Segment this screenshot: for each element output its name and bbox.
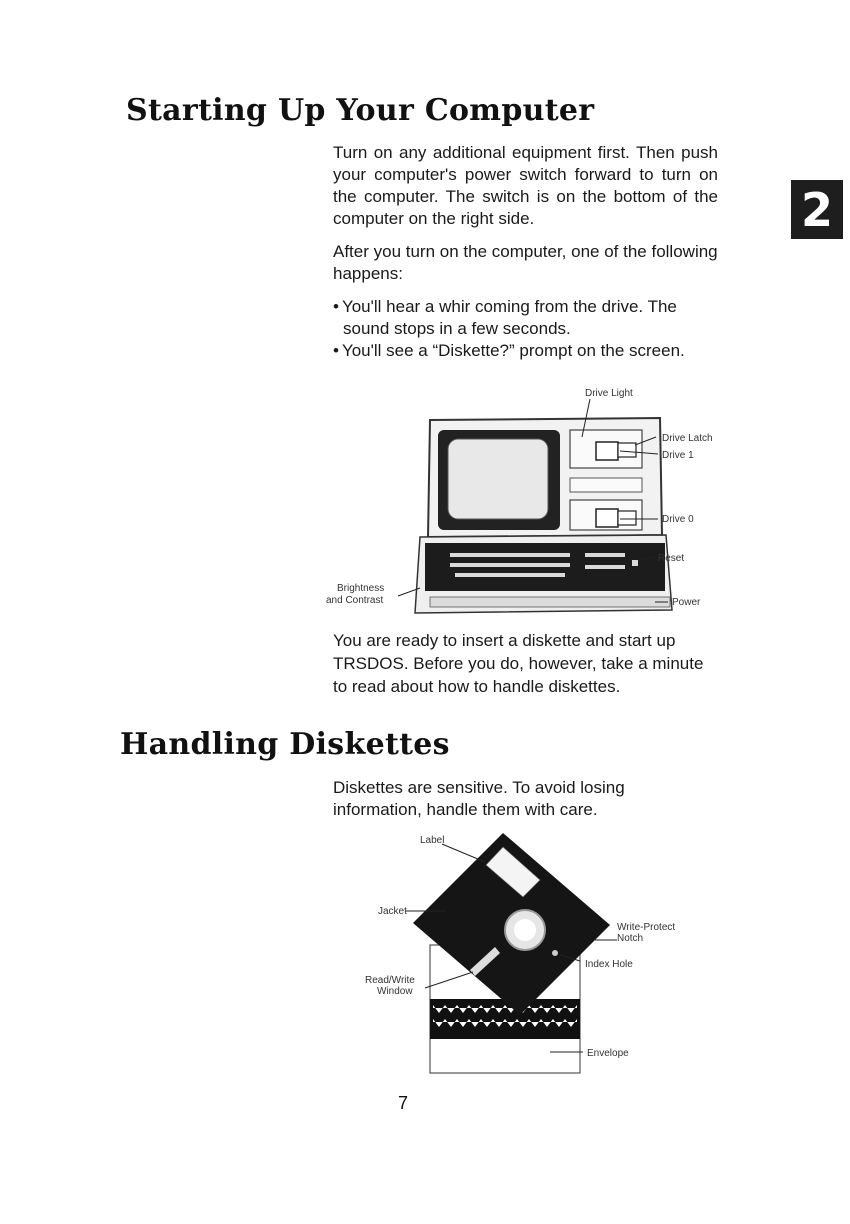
bullet-list xyxy=(333,296,723,362)
chapter-tab: 2 xyxy=(791,180,843,239)
paragraph: After you turn on the computer, one of the following happens: xyxy=(333,242,718,283)
diskette-illustration xyxy=(355,825,695,1080)
label-power: Power xyxy=(672,597,701,608)
label-drive-1: Drive 1 xyxy=(662,450,694,461)
label-label: Label xyxy=(420,835,445,846)
label-jacket: Jacket xyxy=(378,906,407,917)
paragraph: Diskettes are sensitive. To avoid losing information, handle them with care. xyxy=(333,778,625,819)
label-brightness: Brightness xyxy=(337,583,385,594)
page-number: 7 xyxy=(398,1093,409,1113)
section-heading-startup: Starting Up Your Computer xyxy=(126,93,595,128)
label-contrast: and Contrast xyxy=(326,595,384,606)
label-envelope: Envelope xyxy=(587,1048,629,1059)
label-write-protect: Write-Protect xyxy=(617,922,676,933)
label-drive-0: Drive 0 xyxy=(662,514,694,525)
label-drive-latch: Drive Latch xyxy=(662,433,713,444)
label-read-write: Read/Write xyxy=(365,975,415,986)
bullet-item: • You'll hear a whir coming from the drive. The sound stops in a few seconds. xyxy=(333,296,723,340)
paragraph: You are ready to insert a diskette and start up TRSDOS. Before you do, however, take a minute to read about how to handle diskettes. xyxy=(333,631,704,696)
label-notch: Notch xyxy=(617,933,644,944)
label-index-hole: Index Hole xyxy=(585,959,633,970)
label-reset: Reset xyxy=(658,553,685,564)
label-drive-light: Drive Light xyxy=(585,388,633,399)
section-heading-diskettes: Handling Diskettes xyxy=(120,727,450,762)
computer-illustration xyxy=(320,385,730,625)
label-window: Window xyxy=(377,986,413,997)
bullet-item: • You'll see a “Diskette?” prompt on the screen. xyxy=(333,340,723,362)
paragraph: Turn on any additional equipment first. Then push your computer's power switch forward to turn on the computer. The switch is on the bottom of the computer on the right side. xyxy=(333,143,718,228)
